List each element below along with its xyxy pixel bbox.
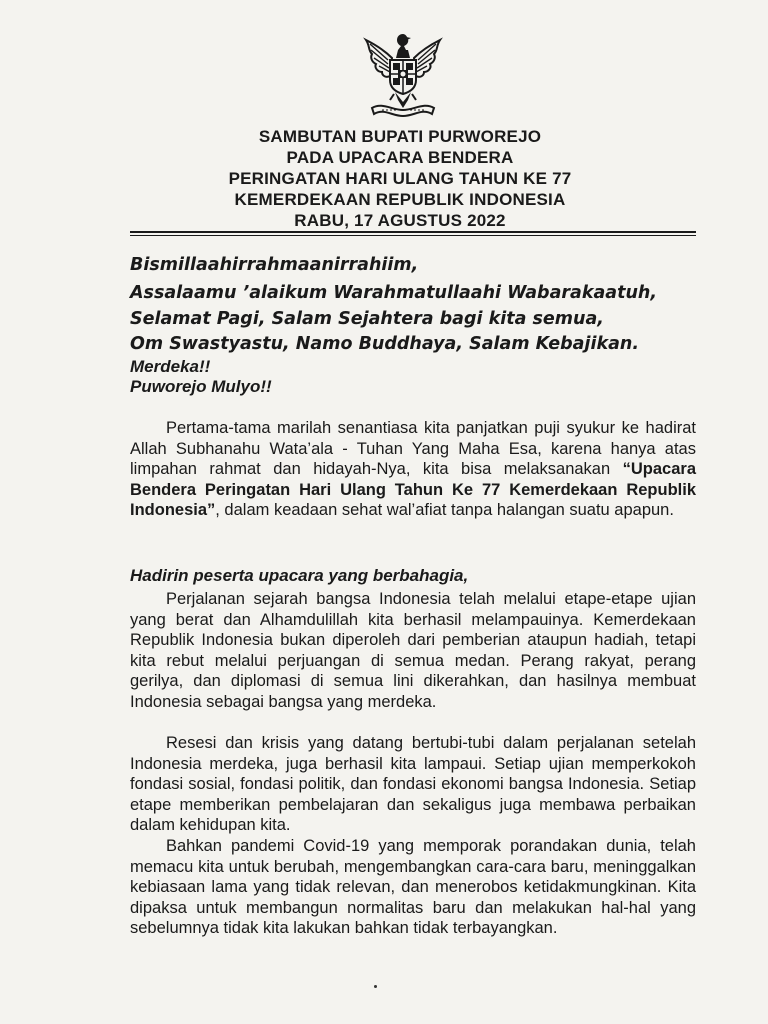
- body-paragraph-3: Bahkan pandemi Covid-19 yang memporak porandakan dunia, telah memacu kita untuk berubah, mengembangkan cara-cara baru, meninggalkan kebiasaan lama yang tidak relevan, dan menerobos ketidakmungkinan. Kita dipaksa untuk membangun normalitas baru dan melakukan hal-hal yang sebelumnya tidak kita lakukan bahkan tidak terbayangkan.: [130, 837, 696, 937]
- greeting-bismillah: Bismillaahirrahmaanirrahiim,: [130, 255, 419, 275]
- garuda-pancasila-emblem: [362, 28, 444, 120]
- greeting-om-swastyastu: Om Swastyastu, Namo Buddhaya, Salam Kebajikan.: [130, 334, 640, 354]
- section-heading: Hadirin peserta upacara yang berbahagia,: [130, 566, 469, 585]
- title-line: PERINGATAN HARI ULANG TAHUN KE 77: [228, 169, 572, 188]
- greeting-selamat-pagi: Selamat Pagi, Salam Sejahtera bagi kita semua,: [130, 309, 604, 329]
- greeting-salam: Assalaamu ’alaikum Warahmatullaahi Wabarakaatuh,: [130, 283, 658, 303]
- speech-title: [130, 126, 670, 231]
- intro-paragraph: [130, 418, 696, 521]
- title-date: RABU, 17 AGUSTUS 2022: [294, 211, 506, 230]
- page-speck: [374, 985, 377, 988]
- title-line: KEMERDEKAAN REPUBLIK INDONESIA: [234, 190, 566, 209]
- intro-text-end: , dalam keadaan sehat wal’afiat tanpa halangan suatu apapun.: [215, 501, 674, 519]
- title-divider: [130, 231, 696, 233]
- title-line: PADA UPACARA BENDERA: [286, 148, 514, 167]
- greeting-merdeka: Merdeka!!: [130, 357, 211, 376]
- body-paragraph-2: Resesi dan krisis yang datang bertubi-tubi dalam perjalanan setelah Indonesia merdeka, juga berhasil kita lampaui. Setiap ujian memperkokoh fondasi sosial, fondasi politik, dan fondasi ekonomi bangsa Indonesia. Setiap etape memberikan pembelajaran dan sekaligus juga membawa perbaikan dalam kehidupan kita.: [130, 734, 696, 834]
- title-divider-thin: [130, 235, 696, 236]
- body-paragraph-1: Perjalanan sejarah bangsa Indonesia telah melalui etape-etape ujian yang berat dan Alhamdulillah kita berhasil melampauinya. Kemerdekaan Republik Indonesia bukan diperoleh dari pemberian ataupun hadiah, tetapi kita rebut melalui perjuangan di semua medan. Perang rakyat, perang gerilya, dan diplomasi di semua lini dikerahkan, dan hasilnya membuat Indonesia sebagai bangsa yang merdeka.: [130, 590, 696, 711]
- intro-text: Pertama-tama marilah senantiasa kita panjatkan puji syukur ke hadirat Allah Subhanahu Wata’ala - Tuhan Yang Maha Esa, karena hanya atas limpahan rahmat dan hidayah-Nya, kita bisa melaksanakan: [130, 419, 696, 478]
- event-name: “Upacara Bendera Peringatan Hari Ulang Tahun Ke 77 Kemerdekaan Republik Indonesia”: [130, 460, 696, 519]
- title-line: SAMBUTAN BUPATI PURWOREJO: [258, 127, 542, 146]
- greeting-purworejo: Puworejo Mulyo!!: [130, 377, 272, 396]
